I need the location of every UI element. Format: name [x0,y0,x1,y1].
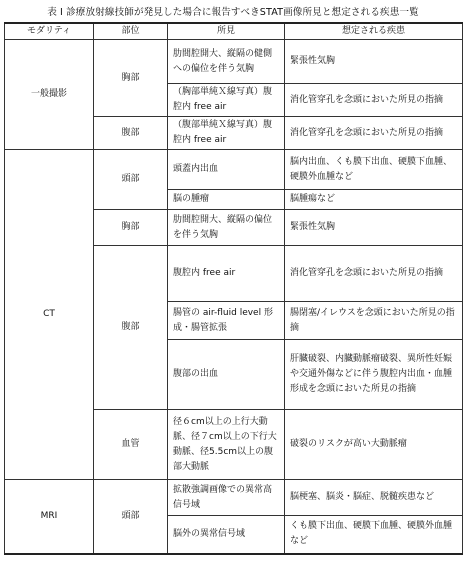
disease-cell: 緊張性気胸 [285,210,463,246]
modality-cell: CT [5,150,94,480]
stat-findings-table [4,22,463,555]
header-region: 部位 [94,23,168,40]
disease-cell: 消化管穿孔を念頭においた所見の指摘 [285,246,463,302]
region-cell: 腹部 [94,246,168,410]
finding-cell: （腹部単純Ｘ線写真）腹腔内 free air [168,117,285,150]
region-cell: 頭部 [94,150,168,210]
finding-cell: 腹部の出血 [168,340,285,410]
region-cell: 血管 [94,410,168,480]
finding-cell: （胸部単純Ｘ線写真）腹腔内 free air [168,84,285,117]
disease-cell: 脳腫瘍など [285,190,463,210]
finding-cell: 頭蓋内出血 [168,150,285,190]
table-row [5,40,463,84]
table-title: 表 I 診療放射線技師が発見した場合に報告すべきSTAT画像所見と想定される疾患一覧 [47,7,419,18]
finding-cell: 腹腔内 free air [168,246,285,302]
finding-cell: 脳の腫瘤 [168,190,285,210]
finding-cell: 腸管の air-fluid level 形成・腸管拡張 [168,302,285,340]
disease-cell: 脳内出血、くも膜下出血、硬膜下血腫、硬膜外血腫など [285,150,463,190]
finding-cell: 径６cm以上の上行大動脈、径７cm以上の下行大動脈、径5.5cm以上の腹部大動脈 [168,410,285,480]
finding-cell: 拡散強調画像での異常高信号域 [168,480,285,516]
table-row [5,150,463,190]
disease-cell: くも膜下出血、硬膜下血腫、硬膜外血腫など [285,516,463,554]
disease-cell: 消化管穿孔を念頭においた所見の指摘 [285,84,463,117]
disease-cell: 緊張性気胸 [285,40,463,84]
header-disease: 想定される疾患 [285,23,463,40]
region-cell: 頭部 [94,480,168,554]
header-row [5,23,463,40]
finding-cell: 肋間腔開大、縦隔の健側への偏位を伴う気胸 [168,40,285,84]
modality-cell: MRI [5,480,94,554]
disease-cell: 破裂のリスクが高い大動脈瘤 [285,410,463,480]
disease-cell: 肝臓破裂、内臓動脈瘤破裂、異所性妊娠や交通外傷などに伴う腹腔内出血・血腫形成を念頭においた所見の指摘 [285,340,463,410]
region-cell: 胸部 [94,210,168,246]
table-row [5,480,463,516]
finding-cell: 肋間腔開大、縦隔の偏位を伴う気胸 [168,210,285,246]
disease-cell: 消化管穿孔を念頭においた所見の指摘 [285,117,463,150]
region-cell: 胸部 [94,40,168,117]
disease-cell: 脳梗塞、脳炎・脳症、脱髄疾患など [285,480,463,516]
header-modality: モダリティ [5,23,94,40]
disease-cell: 腸閉塞/イレウスを念頭においた所見の指摘 [285,302,463,340]
header-finding: 所見 [168,23,285,40]
finding-cell: 脳外の異常信号域 [168,516,285,554]
modality-cell: 一般撮影 [5,40,94,150]
region-cell: 腹部 [94,117,168,150]
